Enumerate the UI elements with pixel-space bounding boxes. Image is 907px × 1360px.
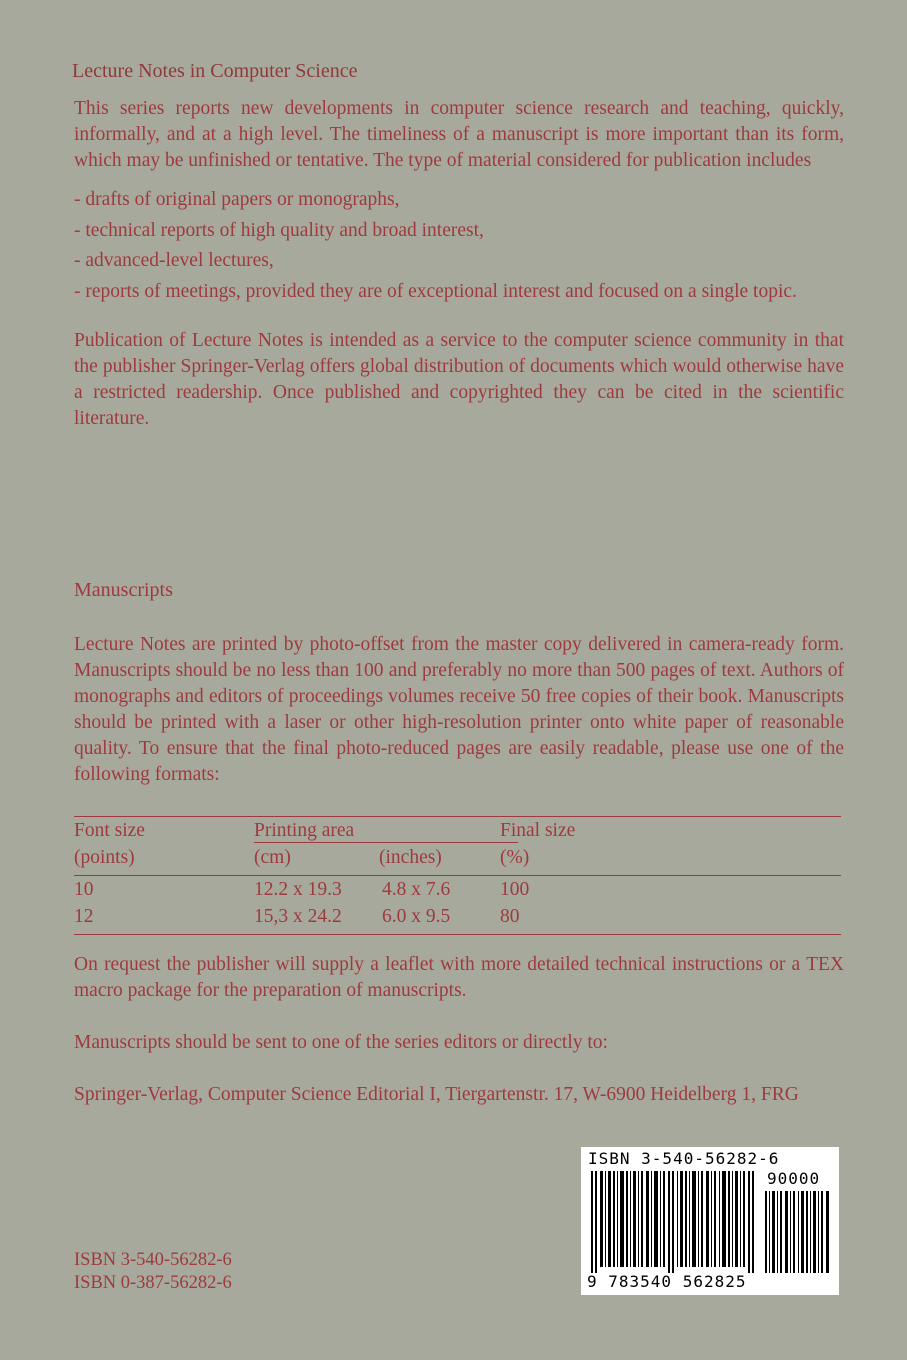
isbn-line: ISBN 0-387-56282-6	[74, 1273, 232, 1293]
isbn-block	[74, 1249, 232, 1295]
table-bottom-rule	[74, 934, 841, 935]
series-title: Lecture Notes in Computer Science	[72, 60, 358, 82]
manuscripts-paragraph: Lecture Notes are printed by photo-offset from the master copy delivered in camera-ready form. Manuscripts should be no less than 100 and preferably no more than 500 pages of text. Authors of monographs and editors of proceedings volumes receive 50 free copies of their book. Manuscripts should be printed with a laser or other high-resolution printer onto white paper of reasonable quality. To ensure that the final photo-reduced pages are easily readable, please use one of the following formats:	[74, 634, 844, 785]
barcode-ean-text: 9 783540 562825	[587, 1272, 747, 1291]
header-final-size: Final size	[500, 820, 576, 841]
table-header-rule	[74, 875, 841, 876]
barcode-addon-text: 90000	[767, 1169, 821, 1188]
header-percent: (%)	[500, 847, 530, 868]
publication-paragraph: Publication of Lecture Notes is intended as a service to the computer science community in that the publisher Springer-Verlag offers global distribution of documents which would otherwise have a restricted readership. Once published and copyrighted they can be cited in the scientific literature.	[74, 330, 844, 429]
list-item: - drafts of original papers or monographs,	[74, 189, 400, 210]
header-printing-area: Printing area	[254, 820, 355, 841]
table-cell: 4.8 x 7.6	[382, 879, 451, 900]
table-cell: 12.2 x 19.3	[254, 879, 342, 900]
header-inches: (inches)	[379, 847, 442, 868]
table-cell: 15,3 x 24.2	[254, 906, 342, 927]
material-list	[74, 185, 797, 307]
table-cell: 6.0 x 9.5	[382, 906, 451, 927]
header-cm: (cm)	[254, 847, 291, 868]
leaflet-paragraph: On request the publisher will supply a leaflet with more detailed technical instructions or a TEX macro package for the preparation of manuscripts.	[74, 954, 844, 1001]
barcode-isbn-text: ISBN 3-540-56282-6	[588, 1149, 780, 1168]
barcode-addon-bars-icon	[765, 1191, 831, 1273]
barcode	[581, 1147, 839, 1295]
manuscripts-heading: Manuscripts	[74, 579, 173, 601]
table-cell: 10	[74, 879, 94, 900]
table-top-rule	[74, 816, 841, 817]
list-item: - technical reports of high quality and broad interest,	[74, 219, 484, 241]
printing-area-underline	[254, 842, 518, 843]
barcode-bars-icon	[591, 1171, 761, 1273]
send-to-text: Manuscripts should be sent to one of the series editors or directly to:	[74, 1032, 608, 1053]
intro-paragraph: This series reports new developments in computer science research and teaching, quickly, informally, and at a high level. The timeliness of a manuscript is more important than its form, which may be unfinished or tentative. The type of material considered for publication includes	[74, 98, 844, 171]
table-cell: 80	[500, 906, 520, 927]
list-item: - advanced-level lectures,	[74, 250, 274, 271]
header-font-size: Font size	[74, 820, 145, 841]
list-item: - reports of meetings, provided they are of exceptional interest and focused on a single topic.	[74, 280, 797, 302]
table-cell: 100	[500, 879, 530, 900]
header-points: (points)	[74, 847, 135, 868]
table-cell: 12	[74, 906, 94, 927]
isbn-line: ISBN 3-540-56282-6	[74, 1250, 232, 1270]
publisher-address: Springer-Verlag, Computer Science Editorial I, Tiergartenstr. 17, W-6900 Heidelberg 1, FRG	[74, 1084, 799, 1105]
